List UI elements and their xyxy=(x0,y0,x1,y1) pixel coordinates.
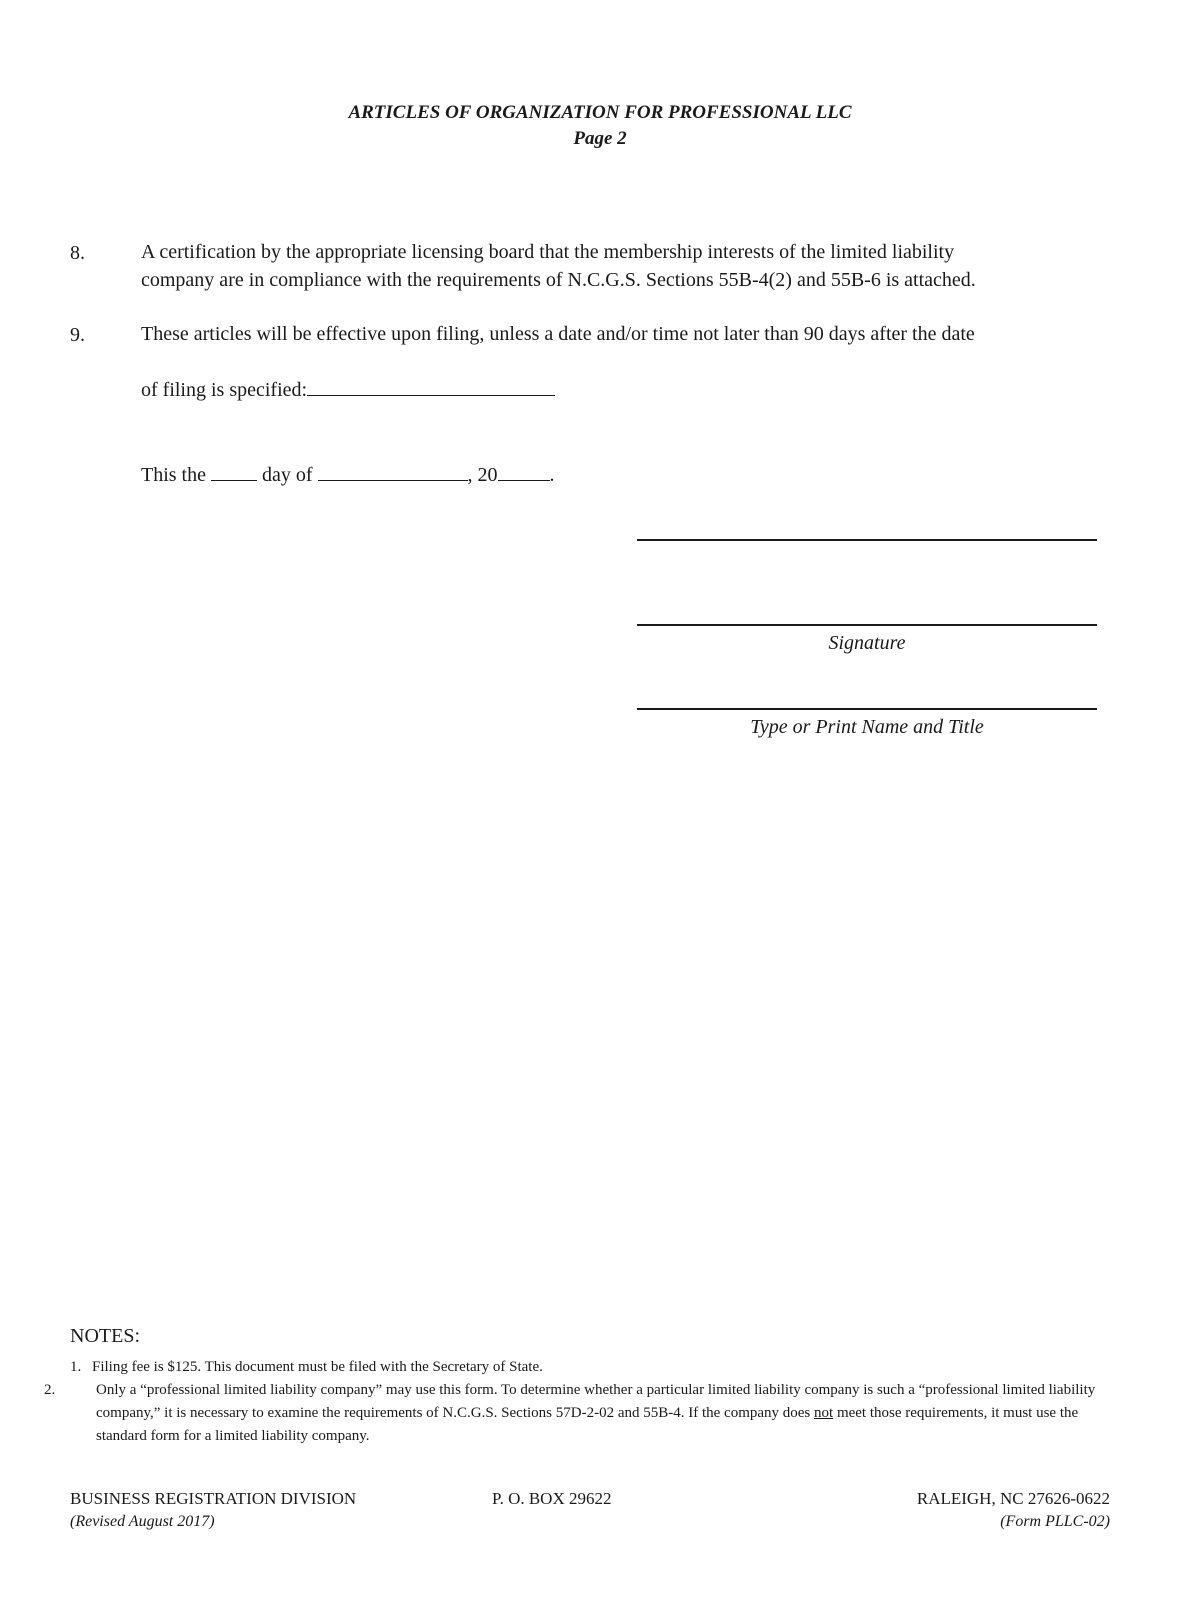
effective-date-line xyxy=(141,376,1141,404)
date-end: . xyxy=(549,464,555,486)
date-day-of: day of xyxy=(262,464,313,486)
footer-form-number: (Form PLLC-02) xyxy=(1000,1513,1110,1530)
item-9-number: 9. xyxy=(70,324,85,346)
year-blank[interactable] xyxy=(498,462,550,481)
item-8-line-2: company are in compliance with the requirements of N.C.G.S. Sections 55B-4(2) and 55B-6 is attached. xyxy=(141,269,976,291)
item-8-number: 8. xyxy=(70,242,85,264)
footer-division: BUSINESS REGISTRATION DIVISION xyxy=(70,1489,357,1508)
footer-city: RALEIGH, NC 27626-0622 xyxy=(916,1489,1110,1508)
date-year-prefix: , 20 xyxy=(467,464,498,486)
note-2-emphasis: not xyxy=(814,1405,834,1421)
document-title: ARTICLES OF ORGANIZATION FOR PROFESSIONAL LLC xyxy=(348,102,852,123)
footer-po-box: P. O. BOX 29622 xyxy=(492,1489,612,1508)
page-number: Page 2 xyxy=(573,128,627,149)
item-9-text xyxy=(141,320,1141,348)
effective-date-blank[interactable] xyxy=(307,377,555,396)
name-title-line[interactable] xyxy=(637,708,1097,710)
note-2-body xyxy=(44,1379,1130,1448)
note-1 xyxy=(70,1356,1130,1379)
note-2 xyxy=(44,1379,1130,1448)
day-blank[interactable] xyxy=(211,462,257,481)
item-9-line-1: These articles will be effective upon filing, unless a date and/or time not later than 90 days after the date xyxy=(141,323,975,345)
notes-title: NOTES: xyxy=(70,1325,140,1347)
name-title-label: Type or Print Name and Title xyxy=(750,716,984,738)
company-name-line[interactable] xyxy=(637,539,1097,541)
note-2-text-b: meet those requirements, it must use the standard form for a limited liability company. xyxy=(96,1405,1079,1444)
footer-revised: (Revised August 2017) xyxy=(70,1513,215,1530)
item-8-line-1: A certification by the appropriate licensing board that the membership interests of the limited liability xyxy=(141,241,955,263)
note-2-text-a: Only a “professional limited liability company” may use this form. To determine whether a particular limited liability company is such a “professional limited liability company,” it is necessary to examine the requirements of N.C.G.S. Sections 57D-2-02 and 55B-4. If the company does xyxy=(96,1382,1096,1421)
note-1-number: 1. xyxy=(70,1359,82,1375)
signature-label: Signature xyxy=(828,632,906,654)
note-2-number: 2. xyxy=(44,1382,56,1398)
month-blank[interactable] xyxy=(318,462,468,481)
date-prefix: This the xyxy=(141,464,206,486)
signature-line[interactable] xyxy=(637,624,1097,626)
note-1-text: Filing fee is $125. This document must be filed with the Secretary of State. xyxy=(92,1359,543,1375)
execution-date-line xyxy=(141,461,1141,489)
effective-date-label: of filing is specified: xyxy=(141,379,308,401)
item-8-text xyxy=(141,238,1141,294)
